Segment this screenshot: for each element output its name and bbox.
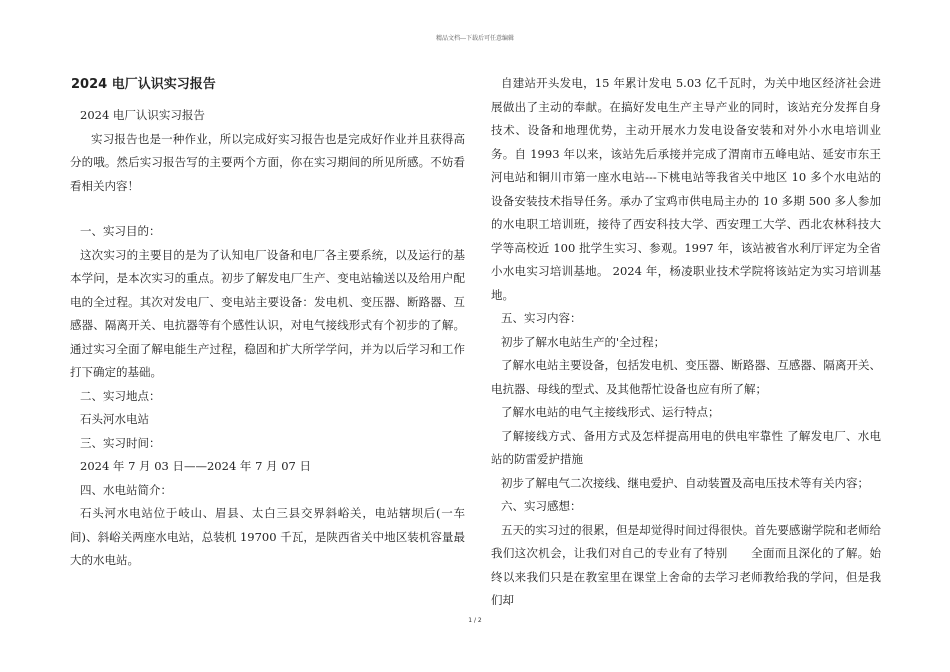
section-5-item-4 [491,425,881,472]
spacer [70,198,465,220]
section-5-heading: 五、实习内容： [501,311,582,325]
page-header: 精品文档---下载后可任意编辑 [435,35,515,42]
intro-paragraph: 实习报告也是一种作业，所以完成好实习报告也是完成好作业并且获得高分的哦。然后实习报告写的主要两个方面，你在实习期间的所见所感。不妨看看相关内容！ [70,131,465,193]
section-1-heading: 一、实习目的： [80,224,161,238]
section-5-item-5: 初步了解电气二次接线、继电爱护、自动装置及高电压技术等有关内容； [501,475,869,490]
page-number: 1 / 2 [468,617,482,624]
left-column [70,68,465,573]
section-5-item-4-text: 了解接线方式、备用方式及怎样提高用电的供电牢靠性 了解发电厂、水电站的防雷爱护措施 [491,428,881,466]
document-title: 2024 电厂认识实习报告 [71,77,216,92]
section-1-body [70,244,465,385]
right-column [491,72,881,613]
section-2-body: 石头河水电站 [80,412,149,426]
section-4-body [70,502,465,573]
section-3-heading: 三、实习时间： [80,435,161,450]
section-6-heading: 六、实习感想： [501,499,582,513]
subtitle: 2024 电厂认识实习报告 [80,108,205,122]
section-4-heading: 四、水电站简介： [80,482,172,497]
section-5-item-2 [491,354,881,401]
section-4-text: 石头河水电站位于岐山、眉县、太白三县交界斜峪关，电站辖坝后(一车间)、斜峪关两座水电站，总装机 19700 千瓦，是陕西省关中地区装机容量最大的水电站。 [70,506,465,567]
section-6-body [491,519,881,613]
section-2-heading: 二、实习地点： [80,388,161,403]
section-1-text: 这次实习的主要目的是为了认知电厂设备和电厂各主要系统，以及运行的基本学问，是本次实习的重点。初步了解发电厂生产、变电站输送以及给用户配电的全过程。其次对发电厂、变电站主要设备：发电机、变压器、断路器、互感器、隔离开关、电抗器等有个感性认识，对电气接线形式有个初步的了解。通过实习全面了解电能生产过程，稳固和扩大所学学问，并为以后学习和工作打下确定的基础。 [70,247,465,379]
section-5-item-3: 了解水电站的电气主接线形式、运行特点； [501,405,720,419]
station-paragraph [491,72,881,307]
section-5-item-2-text: 了解水电站主要设备，包括发电机、变压器、断路器、互感器、隔离开关、电抗器、母线的型式、及其他帮忙设备也应有所了解； [491,358,881,396]
station-text: 自建站开头发电，15 年累计发电 5.03 亿千瓦时，为关中地区经济社会进展做出了主动的奉献。在搞好发电生产主导产业的同时，该站充分发挥自身技术、设备和地理优势，主动开展水力发电设备安装和对外小水电培训业务。自 1993 年以来，该站先后承接并完成了渭南市五峰电站、延安市东王河电站和铜川市第一座水电站---下桃电站等我省关中地区 10 多个水电站的设备安装技术指导任务。承办了宝鸡市供电局主办的 10 多期 500 多人参加的水电职工培训班，接待了西安科技大学、西安理工大学、西北农林科技大学等高校近 100 批学生实习、参观。1997 年，该站被省水利厅评定为全省小水电实习培训基地。 2024 年，杨凌职业技术学院将该站定为实习培训基地。 [491,76,881,302]
section-3-body: 2024 年 7 月 03 日——2024 年 7 月 07 日 [80,459,311,473]
section-6-text: 五天的实习过的很累，但是却觉得时间过得很快。首先要感谢学院和老师给我们这次机会，让我们对自己的专业有了特别 全面而且深化的了解。始终以来我们只是在教室里在课堂上舍命的去学习老师教给我的学问，但是我们却 [491,522,881,607]
section-5-item-1: 初步了解水电站生产的'全过程； [501,334,666,349]
